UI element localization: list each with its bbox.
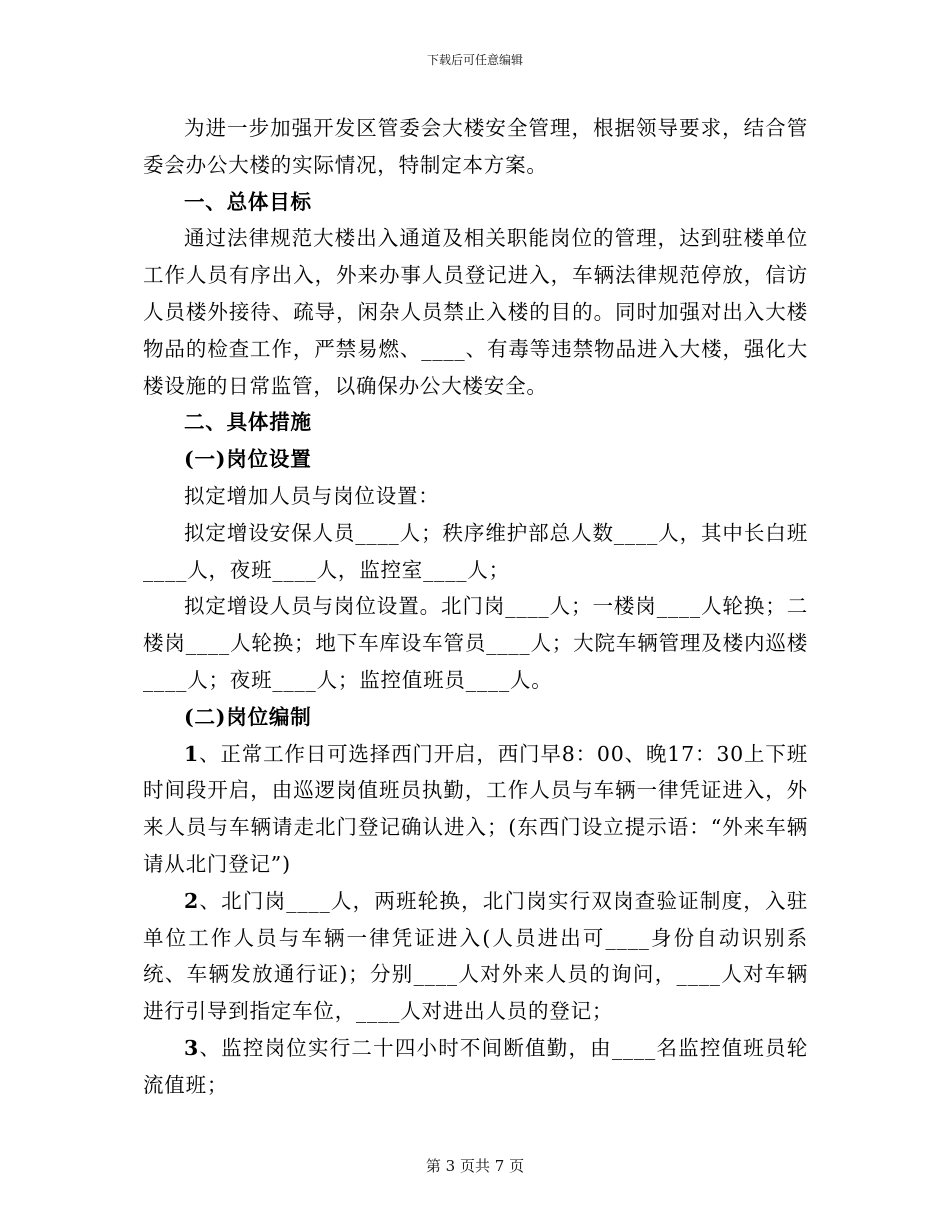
subsection-heading-post-organization: (二)岗位编制 xyxy=(184,704,312,729)
page-header: 下载后可任意编辑 xyxy=(426,53,523,67)
page-footer: 第 3 页共 7 页 xyxy=(425,1157,525,1175)
section-heading-measures: 二、具体措施 xyxy=(184,410,312,435)
list-item-number: 3 xyxy=(184,1035,200,1060)
document-body xyxy=(143,110,808,1104)
intro-paragraph: 为进一步加强开发区管委会大楼安全管理，根据领导要求，结合管委会办公大楼的实际情况，特制定本方案。 xyxy=(143,116,808,177)
list-item-3 xyxy=(143,1030,808,1104)
list-item-1 xyxy=(143,736,808,883)
post-setup-intro: 拟定增加人员与岗位设置： xyxy=(184,483,440,508)
post-setup-positions: 拟定增设人员与岗位设置。北门岗____人；一楼岗____人轮换；二楼岗____人轮换；地下车库设车管员____人；大院车辆管理及楼内巡楼____人；夜班____人；监控值班员____人。 xyxy=(143,594,808,692)
goals-paragraph: 通过法律规范大楼出入通道及相关职能岗位的管理，达到驻楼单位工作人员有序出入，外来办事人员登记进入，车辆法律规范停放，信访人员楼外接待、疏导，闲杂人员禁止入楼的目的。同时加强对出入大楼物品的检查工作，严禁易燃、____、有毒等违禁物品进入大楼，强化大楼设施的日常监管，以确保办公大楼安全。 xyxy=(143,226,808,398)
subsection-heading-post-setup: (一)岗位设置 xyxy=(184,447,312,472)
list-item-text: 、监控岗位实行二十四小时不间断值勤，由____名监控值班员轮流值班； xyxy=(143,1035,808,1097)
list-item-number: 1 xyxy=(184,741,200,766)
list-item-text: 、北门岗____人，两班轮换，北门岗实行双岗查验证制度，入驻单位工作人员与车辆一律凭证进入(人员进出可____身份自动识别系统、车辆发放通行证)；分别____人对外来人员的询问，____人对车辆进行引导到指定车位，____人对进出人员的登记； xyxy=(143,888,808,1024)
section-heading-goals: 一、总体目标 xyxy=(184,189,312,214)
list-item-2 xyxy=(143,883,808,1030)
list-item-text: 、正常工作日可选择西门开启，西门早8：00、晚17：30上下班时间段开启，由巡逻岗值班员执勤，工作人员与车辆一律凭证进入，外来人员与车辆请走北门登记确认进入；(东西门设立提示语：“外来车辆请从北门登记”) xyxy=(143,741,808,876)
list-item-number: 2 xyxy=(184,888,200,913)
post-setup-staffing: 拟定增设安保人员____人；秩序维护部总人数____人，其中长白班____人，夜班____人，监控室____人； xyxy=(143,520,808,582)
